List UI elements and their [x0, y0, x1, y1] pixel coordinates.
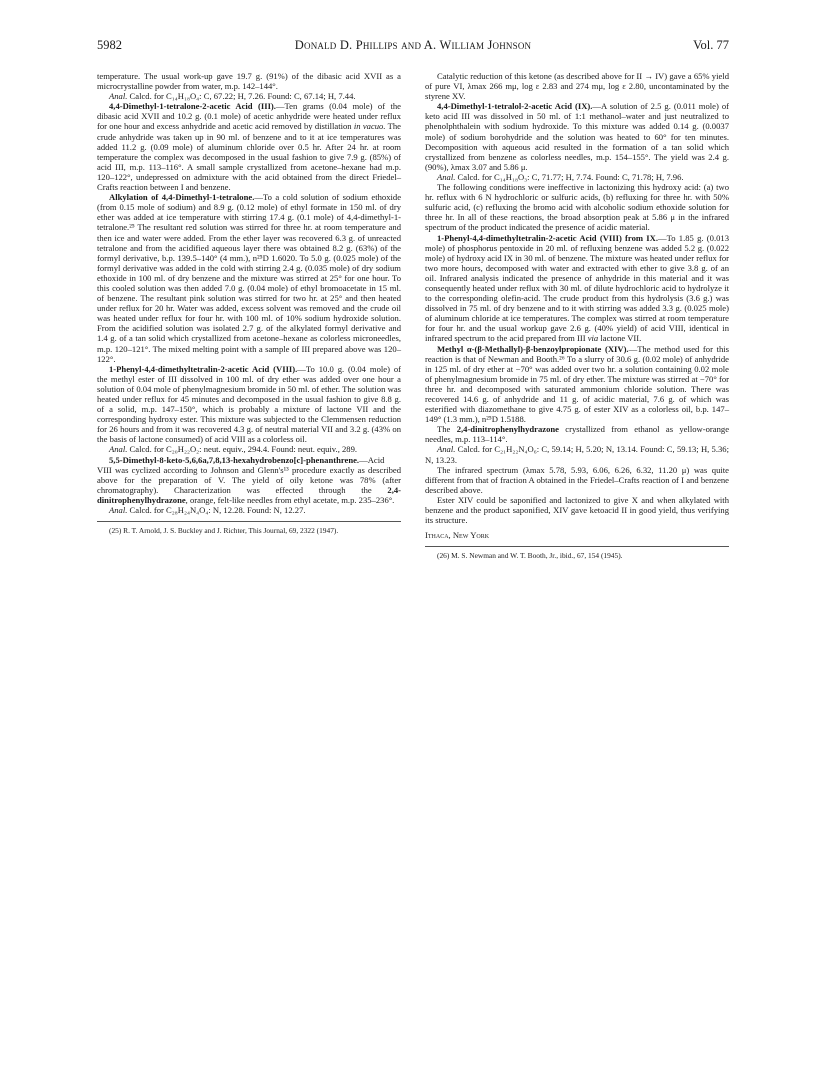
analysis-label: Anal.	[109, 91, 128, 102]
section-heading: 4,4-Dimethyl-1-tetralol-2-acetic Acid (IX).	[437, 101, 593, 112]
section-heading: 4,4-Dimethyl-1-tetralone-2-acetic Acid (III).	[109, 101, 276, 112]
procedure-paragraph	[425, 344, 729, 425]
procedure-text: —The method used for this reaction is that of Newman and Booth.²⁶ To a slurry of 30.6 g. (0.02 mole) of anhydride in 125 ml. of dry ether at −70° was added over two hr. a solution containing 0.02 mole of phenylmagnesium bromide in 75 ml. of dry ether. The mixture was stirred at −70° for three hr. and decomposed with saturated ammonium chloride solution. There was recovered 14.6 g. of anhydride and 11 g. of acidic material, 7.6 g. of which was esterified with diazomethane to give 4.75 g. of ester XIV as a colorless oil, b.p. 147–149° (1.3 mm.), n²⁵D 1.5188.	[425, 343, 729, 425]
paragraph: The following conditions were ineffective in lactonizing this hydroxy acid: (a) two hr. reflux with 6 N hydrochloric or sulfuric acids, (b) refluxing for three hr. with 50% sulfuric acid, (c) refluxing the bromo acid with alcoholic sodium ethoxide solution for three hr. In all of these reactions, the broad absorption peak at 5.86 μ in the infrared spectrum of the product indicated the presence of acidic material.	[425, 182, 729, 233]
procedure-text: —Ten grams (0.04 mole) of the dibasic acid XVII and 10.2 g. (0.1 mole) of acetic anhydride were heated under reflux for one hour and excess anhydride and acetic acid removed by distillation	[97, 101, 401, 132]
left-column	[97, 71, 401, 535]
text-run: The	[437, 424, 457, 435]
section-heading: 5,5-Dimethyl-8-keto-5,6,6a,7,8,13-hexahydrobenzo[c]-phenanthrene.	[109, 454, 360, 465]
analysis-text: Calcd. for C₁₄H₁₈O₃: C, 71.77; H, 7.74. Found: C, 71.78; H, 7.96.	[455, 171, 684, 182]
italic-term: via	[587, 333, 599, 344]
paragraph: Ester XIV could be saponified and lactonized to give X and when alkylated with benzene and the product saponified, XIV gave ketoacid II in good yield, thus verifying its structure.	[425, 494, 729, 526]
analysis-label: Anal.	[437, 444, 456, 455]
analysis-paragraph	[425, 444, 729, 464]
footnote-25: (25) R. T. Arnold, J. S. Buckley and J. Richter, This Journal, 69, 2322 (1947).	[109, 526, 339, 536]
analysis-text: Calcd. for C₂₈H₂₄N₄O₄: N, 12.28. Found: N, 12.27.	[127, 505, 306, 516]
procedure-paragraph	[425, 233, 729, 344]
location-line: Ithaca, New York	[425, 530, 490, 541]
procedure-paragraph	[97, 364, 401, 445]
volume-label: Vol. 77	[693, 38, 729, 52]
page-header	[97, 38, 729, 54]
section-heading: 1-Phenyl-4,4-dimethyltetralin-2-acetic Acid (VIII) from IX.	[437, 232, 658, 243]
procedure-paragraph	[97, 101, 401, 192]
footnote-divider	[97, 521, 401, 522]
analysis-paragraph	[97, 505, 401, 515]
footnote-divider	[425, 546, 729, 547]
analysis-text: Calcd. for C₁₄H₁₈O₄: C, 67.22; H, 7.26. Found: C, 67.14; H, 7.44.	[127, 91, 356, 102]
analysis-text: Calcd. for C₂₀H₂₂O₂: neut. equiv., 294.4. Found: neut. equiv., 289.	[127, 444, 358, 455]
procedure-text: The crude anhydride was taken up in 90 ml. of benzene and to it at ice temperatures was added 11.2 g. (0.09 mole) of aluminum chloride over 0.5 hr. After 24 hr. at room temperature the complex was decomposed in the usual fashion to give 7.9 g. (85%) of acid III, m.p. 113–116°. A small sample crystallized from acetone–hexane had m.p. 120–122°, undepressed on admixture with the acid obtained from the direct Friedel–Crafts reaction between I and benzene.	[97, 121, 401, 193]
analysis-label: Anal.	[109, 505, 128, 516]
analysis-label: Anal.	[109, 444, 128, 455]
procedure-text: —A solution of 2.5 g. (0.011 mole) of keto acid III was dissolved in 50 ml. of 1:1 methanol–water and just neutralized to phenolphthalein with sodium hydroxide. To this mixture was added 0.14 g. (0.0037 mole) of sodium borohydride and the solution was heated to 60° for ten minutes. Decomposition with aqueous acid resulted in the formation of a tan solid which crystallized from benzene as colorless needles, m.p. 154–155°. The yield was 2.4 g. (90%), λmax 3.07 and 5.86 μ.	[425, 101, 729, 172]
procedure-text: —To 10.0 g. (0.04 mole) of the methyl ester of III dissolved in 100 ml. of dry ether was added over one hour a solution of 0.04 mole of phenylmagnesium bromide in 50 ml. of ether. The solution was heated under reflux for 45 minutes and decomposed in the usual fashion to give 8.8 g. of a solid, m.p. 147–150°, which is probably a mixture of lactone VII and the corresponding hydroxy ester. This mixture was subjected to the Clemmensen reduction for 26 hours and from it was recovered 4.3 g. of neutral material VII and 3.2 g. (43% on the basis of lactone consumed) of acid VIII as a colorless oil.	[97, 363, 402, 445]
procedure-paragraph	[97, 192, 401, 364]
procedure-text: lactone VII.	[598, 333, 642, 344]
running-title: Donald D. Phillips and A. William Johnson	[294, 38, 532, 52]
analysis-paragraph	[97, 91, 401, 101]
compound-name: 2,4-dinitrophenylhydrazone	[456, 424, 559, 435]
right-column	[425, 71, 729, 560]
procedure-text: —To a cold solution of sodium ethoxide (from 0.15 mole of sodium) and 8.9 g. (0.12 mole) of ethyl formate in 150 ml. of dry ether was added at ice temperature with stirring 17.4 g. (0.1 mole) of 4,4-dimethyl-1-tetralone.²⁵ The resultant red solution was stirred for three hr. at room temperature and then ice and water were added. From the ether layer was recovered 6.3 g. of unreacted tetralone and from the acidified aqueous layer there was obtained 8.2 g. (63%) of the formyl derivative, b.p. 139.5–140° (4 mm.), n²⁵D 1.6020. To 5.0 g. (0.025 mole) of the formyl derivative was added in the cold with stirring 2.4 g. (0.035 mole) of dry sodium ethoxide in 100 ml. of dry benzene and the mixture was stirred at 25° for one hour. To this cooled solution was then added 7.0 g. (0.04 mole) of ethyl bromoacetate in 15 ml. of benzene. The resultant pink solution was stirred for two hr. at 25° and then heated under reflux for 20 hr. Water was added, excess solvent was removed and the crude oil was heated under reflux for four hr. with 100 ml. of 10% sodium hydroxide solution. From the acidified solution was isolated 2.7 g. of the alkylated formyl derivative and 1.4 g. of a tan solid which crystallized from acetone–hexane as colorless microneedles, m.p. 120–121°. The mixed melting point with a sample of III prepared above was 120–122°.	[97, 192, 402, 364]
procedure-text: —To 1.85 g. (0.013 mole) of phosphorus pentoxide in 20 ml. of refluxing benzene was added 5.2 g. (0.022 mole) of hydroxy acid IX in 30 ml. of benzene. The mixture was heated under reflux for two more hours, decomposed with water and extracted with ether to give 3.8 g. of an oil. Infrared analysis indicated the presence of anhydride in this material and it was consequently heated under reflux with 30 ml. of dilute hydrochloric acid to hydrolyze it to the corresponding olefin-acid. The crude product from this hydrolysis (3.6 g.) was dissolved in 75 ml. of dry benzene and to it with stirring was added 3.3 g. (0.025 mole) of aluminum chloride at ice temperatures. The complex was stirred at room temperature for four hr. and the usual workup gave 2.6 g. (40% yield) of acid VIII, identical in infrared spectrum to the acid prepared from III	[425, 232, 729, 344]
analysis-paragraph	[425, 172, 729, 182]
analysis-text: Calcd. for C₂₁H₂₂N₄O₆: C, 59.14; H, 5.20; N, 13.14. Found: C, 59.13; H, 5.36; N, 13.23.	[425, 444, 729, 465]
analysis-label: Anal.	[437, 171, 456, 182]
paragraph: Catalytic reduction of this ketone (as described above for II → IV) gave a 65% yield of pure VI, λmax 266 mμ, log ε 2.83 and 274 mμ, log ε 2.80, uncontaminated by the styrene XV.	[425, 71, 729, 102]
page-number: 5982	[97, 38, 122, 52]
section-heading: Methyl α-(β-Methallyl)-β-benzoylpropionate (XIV).	[437, 343, 629, 354]
footnote-26: (26) M. S. Newman and W. T. Booth, Jr., ibid., 67, 154 (1945).	[437, 551, 623, 561]
paragraph: The infrared spectrum (λmax 5.78, 5.93, 6.06, 6.26, 6.32, 11.20 μ) was quite different from that of fraction A obtained in the Friedel–Crafts reaction of I and benzene described above.	[425, 464, 729, 495]
compound-name: 2,4-dinitrophenylhydrazone	[97, 484, 401, 505]
procedure-paragraph	[97, 455, 401, 505]
analysis-paragraph	[97, 444, 401, 454]
procedure-paragraph	[425, 101, 729, 172]
paragraph: temperature. The usual work-up gave 19.7 g. (91%) of the dibasic acid XVII as a microcrystalline powder from water, m.p. 142–144°.	[97, 71, 401, 92]
procedure-text: , orange, felt-like needles from ethyl acetate, m.p. 235–236°.	[185, 494, 395, 505]
text-run: crystallized from ethanol as yellow-orange needles, m.p. 113–114°.	[425, 424, 730, 445]
italic-term: in vacuo.	[353, 121, 386, 132]
paragraph	[425, 424, 729, 444]
procedure-text: —Acid VIII was cyclized according to Johnson and Glenn's¹³ procedure exactly as described above for the preparation of V. The yield of oily ketone was 78% (after chromatography). Characterization was effected through the	[97, 454, 401, 495]
section-heading: 1-Phenyl-4,4-dimethyltetralin-2-acetic Acid (VIII).	[109, 363, 298, 374]
section-heading: Alkylation of 4,4-Dimethyl-1-tetralone.	[109, 192, 255, 203]
